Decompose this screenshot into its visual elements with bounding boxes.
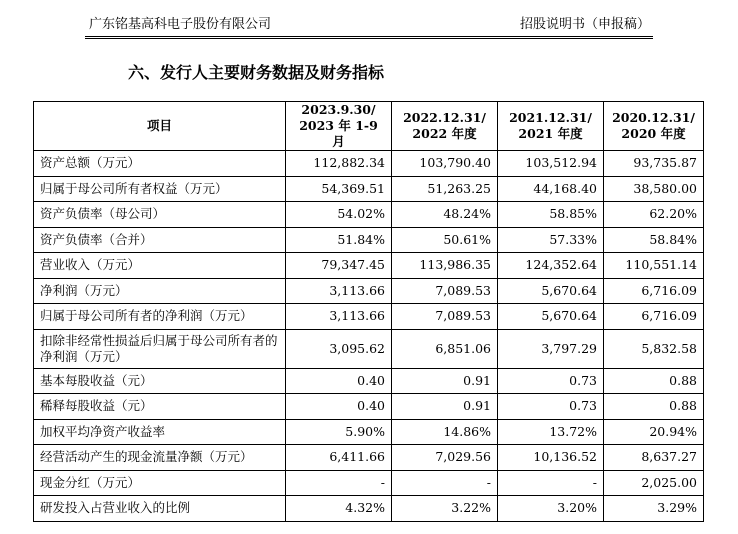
value-cell: 0.40 [286,368,392,394]
value-cell: 7,089.53 [392,304,498,330]
value-cell: 112,882.34 [286,151,392,177]
value-cell: 3,113.66 [286,278,392,304]
table-row [34,368,704,394]
header-2020 [604,102,704,151]
row-label: 研发投入占营业收入的比例 [34,496,286,522]
financial-data-table [33,101,704,522]
value-cell: 51,263.25 [392,176,498,202]
table-row [34,329,704,368]
table-row [34,227,704,253]
table-header-row [34,102,704,151]
value-cell: 93,735.87 [604,151,704,177]
value-cell: 79,347.45 [286,253,392,279]
value-cell: 5,832.58 [604,329,704,368]
value-cell: 103,790.40 [392,151,498,177]
value-cell: 7,089.53 [392,278,498,304]
value-cell: 0.91 [392,368,498,394]
value-cell: - [286,470,392,496]
value-cell: 8,637.27 [604,445,704,471]
value-cell: 6,716.09 [604,304,704,330]
row-label: 净利润（万元） [34,278,286,304]
header-2023q3-text: 2023.9.30/ 2023 年 1-9 月 [299,102,378,149]
value-cell: 0.40 [286,394,392,420]
header-2021-text: 2021.12.31/ 2021 年度 [509,110,592,141]
table-row [34,253,704,279]
value-cell: 58.85% [498,202,604,228]
row-label: 营业收入（万元） [34,253,286,279]
row-label: 归属于母公司所有者权益（万元） [34,176,286,202]
value-cell: 6,851.06 [392,329,498,368]
value-cell: 3.20% [498,496,604,522]
value-cell: 10,136.52 [498,445,604,471]
value-cell: 14.86% [392,419,498,445]
value-cell: 5,670.64 [498,304,604,330]
value-cell: 62.20% [604,202,704,228]
row-label: 资产总额（万元） [34,151,286,177]
value-cell: 20.94% [604,419,704,445]
table-row [34,151,704,177]
value-cell: 4.32% [286,496,392,522]
value-cell: 54.02% [286,202,392,228]
header-2023q3 [286,102,392,151]
header-2020-text: 2020.12.31/ 2020 年度 [612,110,695,141]
row-label: 资产负债率（合并） [34,227,286,253]
value-cell: 3,095.62 [286,329,392,368]
value-cell: 58.84% [604,227,704,253]
value-cell: 124,352.64 [498,253,604,279]
value-cell: 54,369.51 [286,176,392,202]
header-divider [85,36,653,37]
row-label: 归属于母公司所有者的净利润（万元） [34,304,286,330]
table-row [34,419,704,445]
value-cell: 7,029.56 [392,445,498,471]
row-label: 稀释每股收益（元） [34,394,286,420]
table-row [34,304,704,330]
value-cell: 3,113.66 [286,304,392,330]
value-cell: 6,411.66 [286,445,392,471]
header-divider-secondary [85,38,653,39]
value-cell: 0.73 [498,368,604,394]
company-name: 广东铭基高科电子股份有限公司 [89,17,272,32]
row-label: 经营活动产生的现金流量净额（万元） [34,445,286,471]
value-cell: - [498,470,604,496]
row-label: 现金分红（万元） [34,470,286,496]
row-label: 资产负债率（母公司） [34,202,286,228]
table-row [34,470,704,496]
header-2021 [498,102,604,151]
value-cell: 113,986.35 [392,253,498,279]
value-cell: 2,025.00 [604,470,704,496]
value-cell: 57.33% [498,227,604,253]
header-2022-text: 2022.12.31/ 2022 年度 [403,110,486,141]
value-cell: 0.88 [604,368,704,394]
document-type: 招股说明书（申报稿） [519,17,650,32]
value-cell: 13.72% [498,419,604,445]
value-cell: 38,580.00 [604,176,704,202]
row-label: 扣除非经常性损益后归属于母公司所有者的净利润（万元） [34,329,286,368]
value-cell: 110,551.14 [604,253,704,279]
value-cell: 0.91 [392,394,498,420]
value-cell: 0.73 [498,394,604,420]
table-row [34,278,704,304]
value-cell: 3,797.29 [498,329,604,368]
header-item: 项目 [34,102,286,151]
value-cell: 50.61% [392,227,498,253]
header-2022 [392,102,498,151]
table-row [34,176,704,202]
value-cell: 44,168.40 [498,176,604,202]
value-cell: - [392,470,498,496]
value-cell: 0.88 [604,394,704,420]
value-cell: 3.29% [604,496,704,522]
table-row [34,394,704,420]
value-cell: 103,512.94 [498,151,604,177]
table-row [34,445,704,471]
value-cell: 5.90% [286,419,392,445]
section-title: 六、发行人主要财务数据及财务指标 [128,63,385,82]
row-label: 加权平均净资产收益率 [34,419,286,445]
value-cell: 6,716.09 [604,278,704,304]
value-cell: 3.22% [392,496,498,522]
value-cell: 5,670.64 [498,278,604,304]
value-cell: 51.84% [286,227,392,253]
table-row [34,202,704,228]
row-label: 基本每股收益（元） [34,368,286,394]
value-cell: 48.24% [392,202,498,228]
table-row [34,496,704,522]
